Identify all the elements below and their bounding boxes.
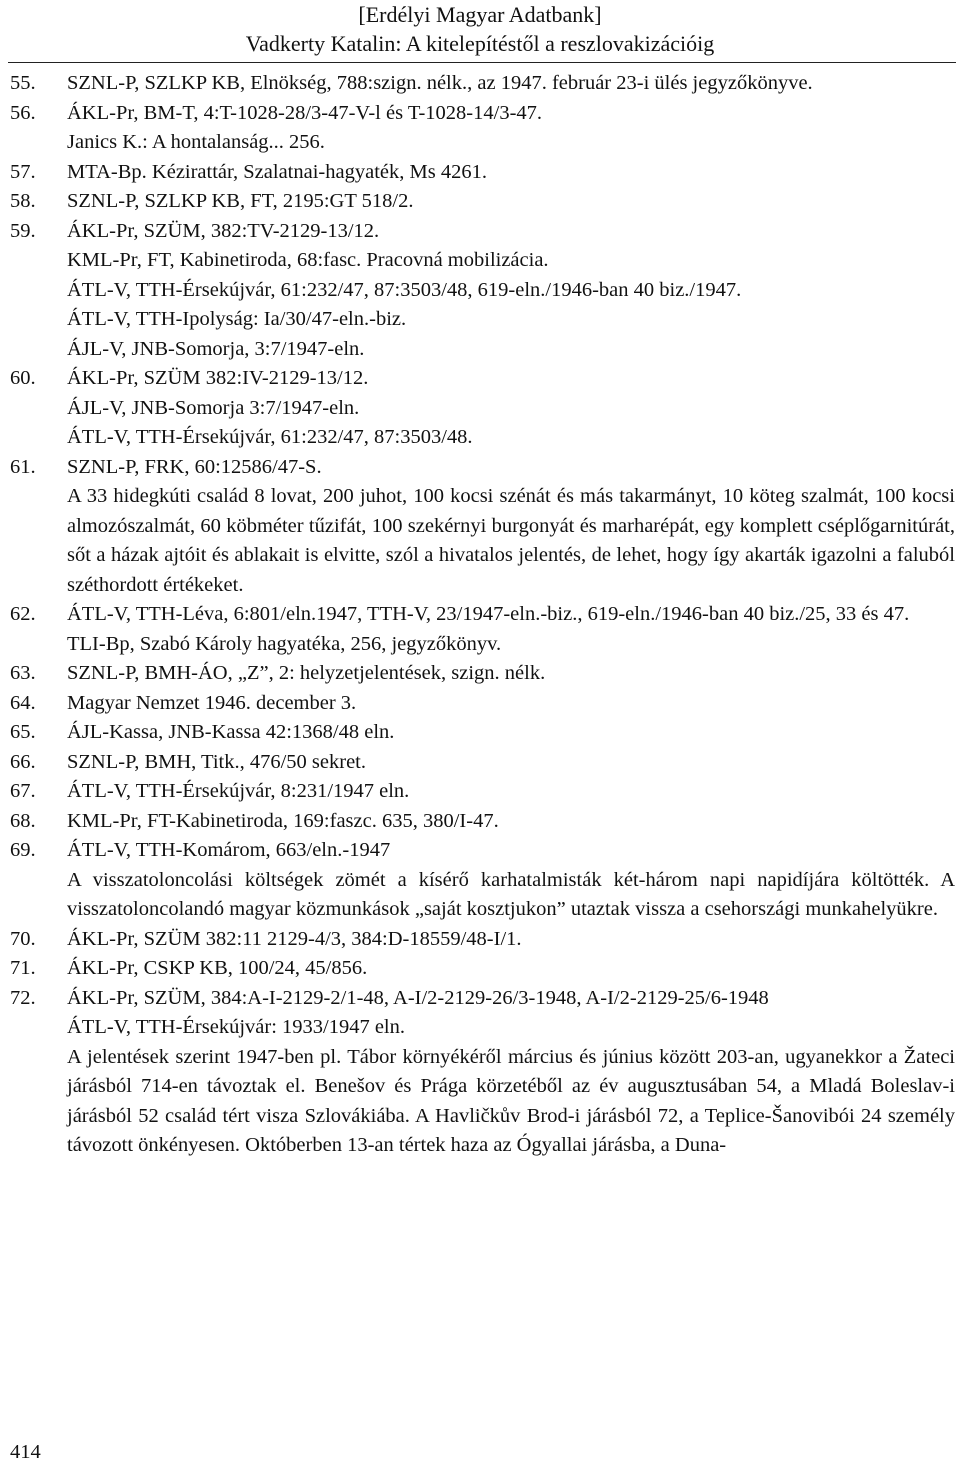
footnote-number: 59. [10, 219, 36, 242]
footnote-entry [10, 925, 955, 955]
footnote-number: 56. [10, 101, 36, 124]
page-number: 414 [10, 1441, 41, 1463]
footnote-body [67, 807, 955, 837]
footnote-line: ÁKL-Pr, SZÜM, 382:TV-2129-13/12. [67, 219, 380, 242]
footnote-line: ÁKL-Pr, SZÜM, 384:A-I-2129-2/1-48, A-I/2-2129-26/3-1948, A-I/2-2129-25/6-1948 [67, 986, 769, 1009]
header-divider [8, 62, 956, 63]
footnote-body [67, 689, 955, 719]
footnote-entry [10, 600, 955, 659]
footnote-entry [10, 217, 955, 365]
footnote-body [67, 600, 955, 659]
header-source-line: [Erdélyi Magyar Adatbank] [358, 2, 602, 27]
footnote-number: 55. [10, 72, 36, 94]
footnote-line: SZNL-P, BMH-ÁO, „Z”, 2: helyzetjelentések, szign. nélk. [67, 662, 546, 684]
footnote-body [67, 364, 955, 453]
footnote-line: KML-Pr, FT, Kabinetiroda, 68:fasc. Pracovná mobilizácia. [67, 249, 549, 271]
footnote-body [67, 954, 955, 984]
footnote-line: ÁKL-Pr, CSKP KB, 100/24, 45/856. [67, 957, 368, 979]
footnote-number: 62. [10, 603, 36, 625]
running-header [0, 0, 960, 58]
footnote-entry [10, 807, 955, 837]
footnote-line: ÁTL-V, TTH-Érsekújvár, 61:232/47, 87:3503/48, 619-eln./1946-ban 40 biz./1947. [67, 278, 742, 301]
footnote-entry [10, 158, 955, 188]
footnote-line: ÁTL-V, TTH-Érsekújvár, 61:232/47, 87:3503/48. [67, 426, 473, 448]
footnote-line: ÁTL-V, TTH-Komárom, 663/eln.-1947 [67, 839, 391, 861]
footnote-body [67, 925, 955, 955]
footnote-entry [10, 69, 955, 99]
header-title-line: Vadkerty Katalin: A kitelepítéstől a reszlovakizációig [245, 31, 715, 56]
footnote-number: 60. [10, 367, 36, 389]
footnotes-list [10, 69, 955, 1161]
footnote-number: 72. [10, 986, 36, 1009]
footnote-entry [10, 364, 955, 453]
footnote-entry [10, 689, 955, 719]
footnote-line: ÁJL-Kassa, JNB-Kassa 42:1368/48 eln. [67, 721, 395, 743]
footnote-entry [10, 954, 955, 984]
footnote-number: 61. [10, 455, 36, 478]
footnote-entry [10, 984, 955, 1161]
footnote-body [67, 836, 955, 925]
footnote-line: SZNL-P, SZLKP KB, Elnökség, 788:szign. nélk., az 1947. február 23-i ülés jegyzőkönyve. [67, 72, 813, 94]
footnote-number: 69. [10, 839, 36, 861]
footnote-body [67, 453, 955, 601]
footnote-line: ÁJL-V, JNB-Somorja, 3:7/1947-eln. [67, 337, 365, 360]
footnote-entry [10, 453, 955, 601]
footnote-number: 63. [10, 662, 36, 684]
footnote-line: SZNL-P, BMH, Titk., 476/50 sekret. [67, 750, 367, 773]
footnote-line: A jelentések szerint 1947-ben pl. Tábor környékéről március és június között 203-an, ugyanekkor a Žateci járásból 714-en távoztak el. Benešov és Prága körzetéből az év augusztusában 54, a Mladá Boleslav-i járásból 52 család tért visza Szlovákiába. A Havličkův Brod-i járásból 72, a Teplice-Šanovibói 24 személy távozott önkényesen. Októberben 13-an tértek haza az Ógyallai járásba, a Duna- [67, 1045, 955, 1156]
footnote-body [67, 659, 955, 689]
footnote-body [67, 777, 955, 807]
footnote-line: ÁKL-Pr, SZÜM 382:IV-2129-13/12. [67, 367, 369, 389]
footnote-body [67, 748, 955, 778]
footnote-line: ÁTL-V, TTH-Ipolyság: Ia/30/47-eln.-biz. [67, 308, 407, 330]
footnote-line: ÁJL-V, JNB-Somorja 3:7/1947-eln. [67, 396, 360, 419]
footnote-body [67, 99, 955, 158]
footnote-entry [10, 836, 955, 925]
footnote-body [67, 69, 955, 99]
footnote-body [67, 158, 955, 188]
footnote-line: ÁTL-V, TTH-Léva, 6:801/eln.1947, TTH-V, 23/1947-eln.-biz., 619-eln./1946-ban 40 biz./25, 33 és 47. [67, 603, 910, 625]
footnote-number: 68. [10, 809, 36, 832]
footnote-body [67, 187, 955, 217]
footnote-line: ÁTL-V, TTH-Érsekújvár, 8:231/1947 eln. [67, 780, 410, 802]
footnote-line: TLI-Bp, Szabó Károly hagyatéka, 256, jegyzőkönyv. [67, 632, 502, 655]
footnote-number: 57. [10, 160, 36, 183]
footnote-number: 70. [10, 927, 36, 950]
footnote-line: ÁKL-Pr, SZÜM 382:11 2129-4/3, 384:D-18559/48-I/1. [67, 927, 522, 950]
footnote-entry [10, 777, 955, 807]
footnote-body [67, 984, 955, 1161]
footnote-line: Magyar Nemzet 1946. december 3. [67, 691, 357, 714]
footnote-number: 58. [10, 190, 36, 212]
footnote-line: SZNL-P, SZLKP KB, FT, 2195:GT 518/2. [67, 190, 414, 212]
footnote-entry [10, 659, 955, 689]
footnote-line: A 33 hidegkúti család 8 lovat, 200 juhot, 100 kocsi szénát és más takarmányt, 10 köteg szalmát, 100 kocsi almozószalmát, 60 köbméter tűzifát, 100 szekérnyi burgonyát és marharépát, egy komplett cséplőgarnitúrát, sőt a házak ajtóit és ablakait is elvitte, szól a hivatalos jelentés, de lehet, hogy így akarták igazolni a faluból széthordott értékeket. [67, 485, 955, 596]
footnote-line: MTA-Bp. Kézirattár, Szalatnai-hagyaték, Ms 4261. [67, 160, 487, 183]
footnote-line: SZNL-P, FRK, 60:12586/47-S. [67, 455, 322, 478]
footnote-number: 67. [10, 780, 36, 802]
footnote-line: A visszatoloncolási költségek zömét a kísérő karhatalmisták két-három napi napidíjára költötték. A visszatoloncolandó magyar közmunkások „saját kosztjukon” utaztak vissza a csehországi munkahelyükre. [67, 868, 955, 920]
footnote-entry [10, 99, 955, 158]
footnote-number: 66. [10, 750, 36, 773]
footnote-line: ÁTL-V, TTH-Érsekújvár: 1933/1947 eln. [67, 1016, 405, 1038]
footnote-body [67, 718, 955, 748]
footnote-entry [10, 187, 955, 217]
footnote-line: Janics K.: A hontalanság... 256. [67, 131, 325, 153]
footnote-entry [10, 718, 955, 748]
footnote-line: KML-Pr, FT-Kabinetiroda, 169:faszc. 635, 380/I-47. [67, 809, 499, 832]
footnote-number: 65. [10, 721, 36, 743]
footnote-entry [10, 748, 955, 778]
footnote-line: ÁKL-Pr, BM-T, 4:T-1028-28/3-47-V-l és T-1028-14/3-47. [67, 101, 543, 124]
footnote-body [67, 217, 955, 365]
footnote-number: 64. [10, 691, 36, 714]
footnote-number: 71. [10, 957, 36, 979]
